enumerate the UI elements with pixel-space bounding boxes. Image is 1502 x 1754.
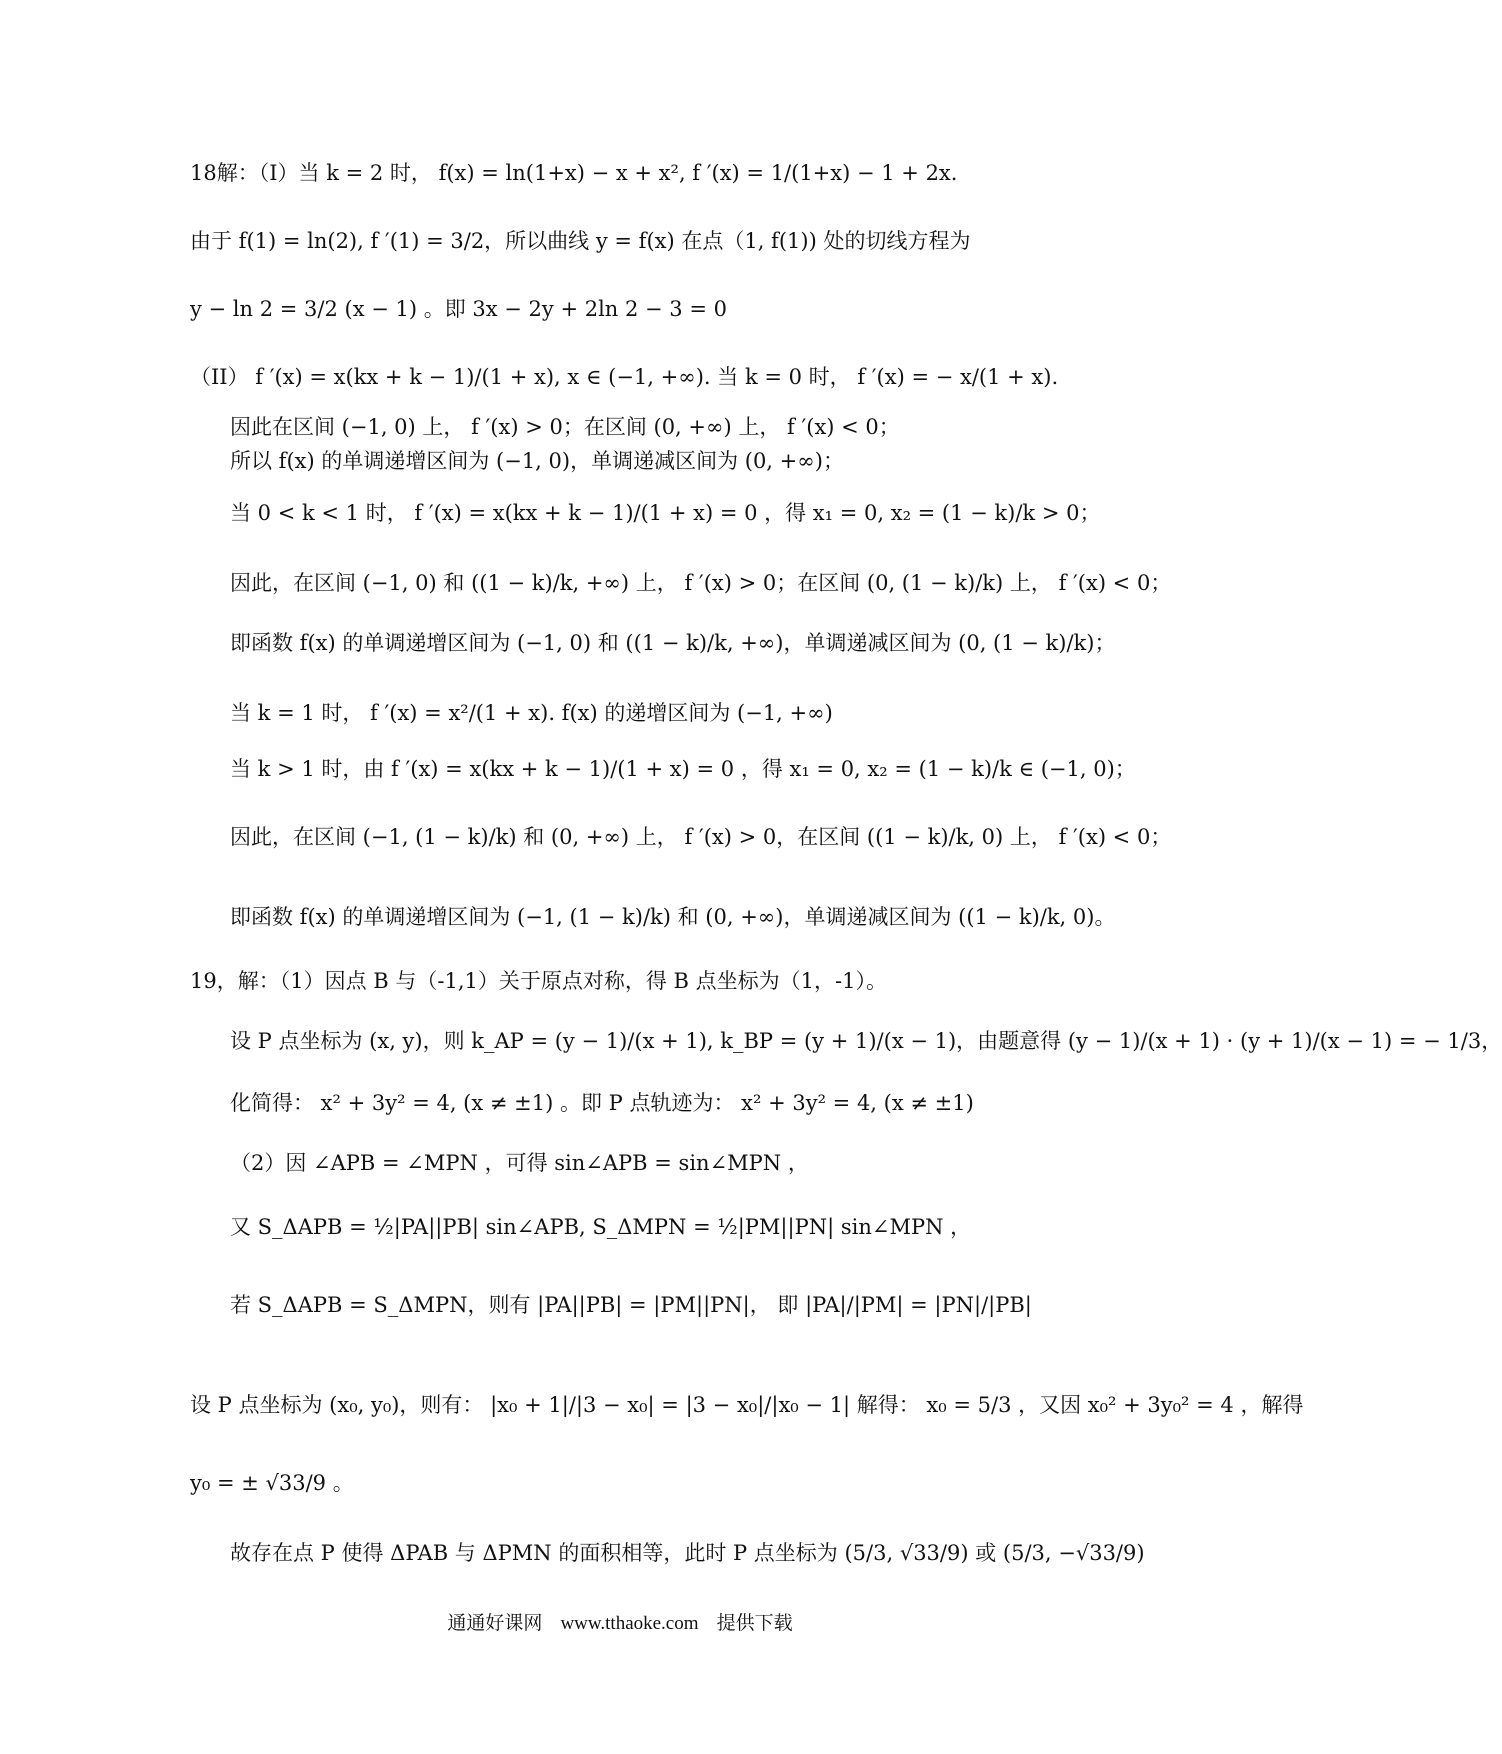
q18-k0-sign: 因此在区间 (−1, 0) 上， f ′(x) > 0；在区间 (0, +∞) 上， f ′(x) < 0； [230,415,900,439]
q18-tangent-intro: 由于 f(1) = ln(2), f ′(1) = 3/2，所以曲线 y = f(x) 在点（1, f(1)) 处的切线方程为 [190,229,971,253]
footer-site-name: 通通好课网 [447,1612,543,1634]
q18-k1-case: 当 k = 1 时， f ′(x) = x²/(1 + x). f(x) 的递增区间为 (−1, +∞) [230,701,833,725]
q19-conclusion: 故存在点 P 使得 ΔPAB 与 ΔPMN 的面积相等，此时 P 点坐标为 (5/3, √33/9) 或 (5/3, −√33/9) [230,1541,1145,1565]
q18-k-greater-sign: 因此，在区间 (−1, (1 − k)/k) 和 (0, +∞) 上， f ′(x) > 0，在区间 ((1 − k)/k, 0) 上， f ′(x) < 0； [230,825,1172,849]
q18-part1-heading: 18解：（I）当 k = 2 时， f(x) = ln(1+x) − x + x², f ′(x) = 1/(1+x) − 1 + 2x. [190,161,958,185]
q19-solve-x0: 设 P 点坐标为 (x₀, y₀)，则有： |x₀ + 1|/|3 − x₀| = |3 − x₀|/|x₀ − 1| 解得： x₀ = 5/3 ，又因 x₀² + 3y₀² = 4 ，解得 [190,1393,1304,1417]
q19-part1-heading: 19，解：（1）因点 B 与（-1,1）关于原点对称，得 B 点坐标为（1，-1）。 [190,969,887,993]
q19-slope-condition: 设 P 点坐标为 (x, y)，则 k_AP = (y − 1)/(x + 1), k_BP = (y + 1)/(x − 1)，由题意得 (y − 1)/(x + 1) · (y + 1)/(x − 1) = − 1/3， [230,1029,1502,1053]
q18-k-between-sign: 因此，在区间 (−1, 0) 和 ((1 − k)/k, +∞) 上， f ′(x) > 0；在区间 (0, (1 − k)/k) 上， f ′(x) < 0； [230,571,1172,595]
q19-locus: 化简得： x² + 3y² = 4, (x ≠ ±1) 。即 P 点轨迹为： x² + 3y² = 4, (x ≠ ±1) [230,1091,974,1115]
q19-area-equality: 若 S_ΔAPB = S_ΔMPN，则有 |PA||PB| = |PM||PN|， 即 |PA|/|PM| = |PN|/|PB| [230,1293,1032,1317]
footer-url-link[interactable]: www.tthaoke.com [560,1613,699,1634]
q18-part2-derivative: （II） f ′(x) = x(kx + k − 1)/(1 + x), x ∈ (−1, +∞). 当 k = 0 时， f ′(x) = − x/(1 + x). [190,365,1059,389]
q19-area-formula: 又 S_ΔAPB = ½|PA||PB| sin∠APB, S_ΔMPN = ½|PM||PN| sin∠MPN ， [230,1215,972,1239]
q18-k-greater-1: 当 k > 1 时，由 f ′(x) = x(kx + k − 1)/(1 + x) = 0 ，得 x₁ = 0, x₂ = (1 − k)/k ∈ (−1, 0)； [230,757,1136,781]
q18-k-greater-monotonic: 即函数 f(x) 的单调递增区间为 (−1, (1 − k)/k) 和 (0, +∞)，单调递减区间为 ((1 − k)/k, 0)。 [230,905,1116,929]
footer-note: 提供下载 [716,1612,793,1634]
q18-tangent-equation: y − ln 2 = 3/2 (x − 1) 。即 3x − 2y + 2ln 2 − 3 = 0 [190,297,727,321]
q19-part2-angle: （2）因 ∠APB = ∠MPN ，可得 sin∠APB = sin∠MPN ， [230,1151,809,1175]
q18-k-between-monotonic: 即函数 f(x) 的单调递增区间为 (−1, 0) 和 ((1 − k)/k, +∞)，单调递减区间为 (0, (1 − k)/k)； [230,631,1116,655]
q18-k-between-0-1: 当 0 < k < 1 时， f ′(x) = x(kx + k − 1)/(1 + x) = 0 ，得 x₁ = 0, x₂ = (1 − k)/k > 0； [230,501,1101,525]
q18-k0-monotonic: 所以 f(x) 的单调递增区间为 (−1, 0)，单调递减区间为 (0, +∞)； [230,449,844,473]
page-footer [0,1608,1240,1635]
q19-solve-y0: y₀ = ± √33/9 。 [190,1471,354,1495]
